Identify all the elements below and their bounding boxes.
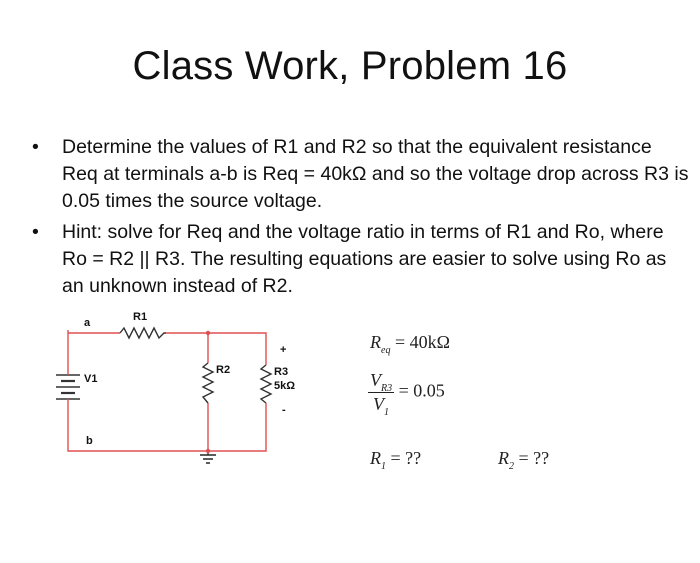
r3-resistor [261,365,271,403]
r2-label: R2 [216,364,231,376]
ratio-fraction [368,370,394,418]
r2-symbol: R [498,448,509,468]
bullet-list [30,134,690,304]
ratio-value: = 0.05 [398,380,445,401]
r1-value: = ?? [390,448,422,468]
node-dot [206,449,210,453]
r2-subscript: 2 [509,461,514,472]
r1-label: R1 [133,311,148,323]
r3-value: 5kΩ [274,380,296,392]
req-symbol: R [370,332,381,352]
bullet-item [30,134,690,215]
node-dot [206,331,210,335]
req-subscript: eq [381,345,391,356]
ratio-equation [368,370,445,418]
bullet-text: Hint: solve for Req and the voltage ratio in terms of R1 and Ro, where Ro = R2 || R3. The resulting equations are easier to solve using Ro as an unknown instead of R2. [62,221,667,297]
bullet-item [30,219,690,300]
ratio-den-symbol: V [373,394,385,414]
req-equation [370,332,450,356]
r1-resistor [120,328,166,338]
req-value: = 40kΩ [394,332,450,352]
plus-sign: + [280,344,287,356]
ratio-denominator [368,393,394,418]
r2-value: = ?? [518,448,550,468]
wire-top-right [166,333,266,353]
bullet-dot-icon: • [32,136,39,158]
bullet-text: Determine the values of R1 and R2 so that the equivalent resistance Req at terminals a-b is Req = 40kΩ and so the voltage drop across R3 is 0.05 times the source voltage. [62,136,689,212]
slide-title: Class Work, Problem 16 [132,44,568,88]
bullet-dot-icon: • [32,221,39,243]
node-b-label: b [86,435,93,447]
r1-subscript: 1 [381,461,386,472]
v1-label: V1 [84,373,98,385]
r2-resistor [203,363,213,403]
r1-equation [370,448,422,472]
equations-panel [360,328,660,488]
circuit-diagram [40,305,340,480]
r1-symbol: R [370,448,381,468]
wire-left-lower [68,403,266,451]
ratio-den-subscript: 1 [384,407,390,418]
minus-sign: - [282,404,286,416]
node-a-label: a [84,317,91,329]
ratio-num-subscript: R3 [381,383,393,394]
ratio-numerator [368,370,394,393]
r3-label: R3 [274,366,289,378]
r2-equation [498,448,550,472]
ratio-num-symbol: V [370,370,381,390]
